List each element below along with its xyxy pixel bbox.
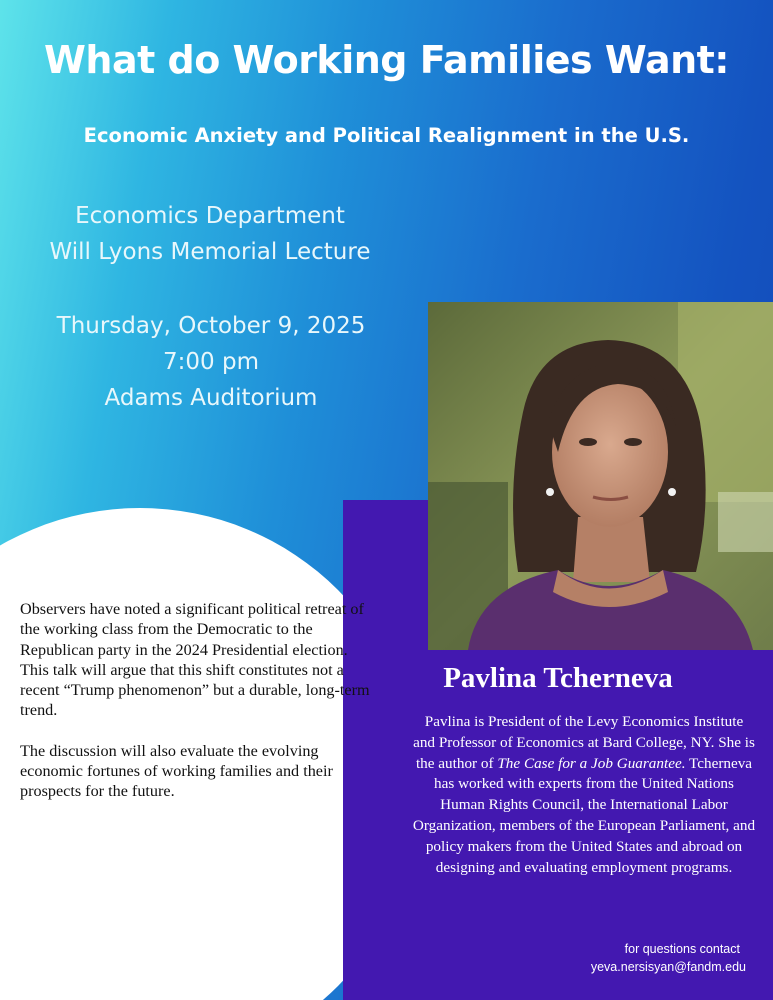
event-date: Thursday, October 9, 2025 bbox=[56, 313, 366, 339]
speaker-name: Pavlina Tcherneva bbox=[443, 662, 673, 694]
bio-text-2: Tcherneva has worked with experts from the United Nations Human Rights Council, the International Labor Organization, members of the European Parliament, and policy makers from the United States and abroad on designing and evaluating employment programs. bbox=[412, 754, 756, 876]
poster-subtitle: Economic Anxiety and Political Realignment in the U.S. bbox=[83, 124, 690, 147]
contact-email[interactable]: yeva.nersisyan@fandm.edu bbox=[590, 960, 746, 974]
speaker-portrait-icon bbox=[428, 302, 773, 650]
description-paragraph-1: Observers have noted a significant political retreat of the working class from the Democratic to the Republican party in the 2024 Presidential election. This talk will argue that this shift constitutes not a recent “Trump phenomenon” but a durable, long-term trend. bbox=[20, 600, 370, 720]
contact-label: for questions contact bbox=[624, 942, 740, 956]
lecture-series: Will Lyons Memorial Lecture bbox=[49, 239, 371, 265]
department-block bbox=[0, 198, 420, 270]
department-name: Economics Department bbox=[75, 203, 345, 229]
talk-description bbox=[20, 599, 370, 822]
book-title: The Case for a Job Guarantee. bbox=[497, 754, 686, 772]
bio-text-1: Pavlina is President of the Levy Economics Institute and Professor of Economics at Bard College, NY. She is the author of bbox=[413, 713, 755, 772]
event-time: 7:00 pm bbox=[163, 349, 259, 375]
event-details bbox=[0, 308, 422, 416]
description-paragraph-2: The discussion will also evaluate the evolving economic fortunes of working families and their prospects for the future. bbox=[20, 741, 333, 801]
event-location: Adams Auditorium bbox=[104, 385, 318, 411]
speaker-photo bbox=[428, 302, 773, 650]
speaker-bio bbox=[412, 712, 756, 878]
poster-title: What do Working Families Want: bbox=[43, 38, 729, 82]
contact-info bbox=[520, 940, 770, 976]
